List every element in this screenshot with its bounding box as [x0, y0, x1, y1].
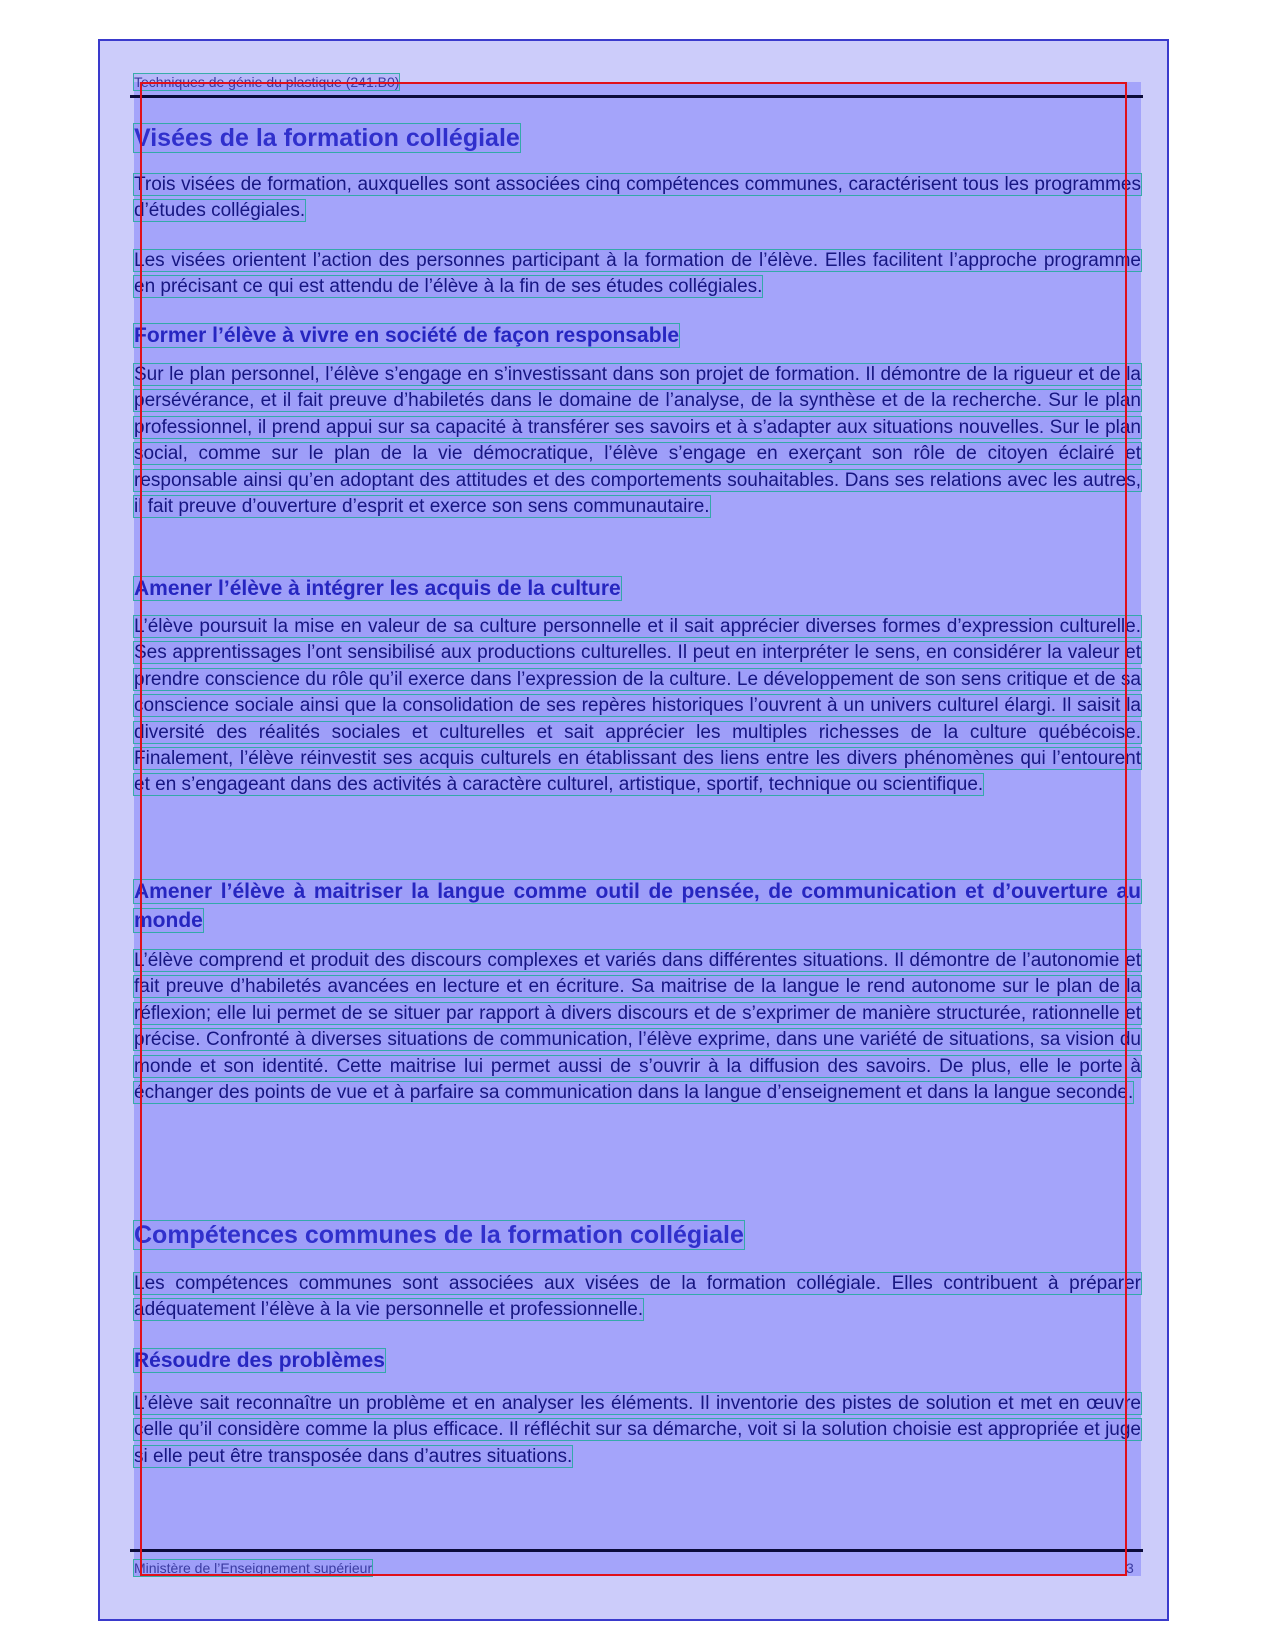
footer-publisher: Ministère de l’Enseignement supérieur	[134, 1560, 373, 1576]
section-title-visees: Visées de la formation collégiale	[134, 124, 520, 152]
subsection-text-former: Sur le plan personnel, l’élève s’engage en s’investissant dans son projet de formation. Il démontre de la rigueur et de la persévérance, et il fait preuve d’habiletés dans le domaine de l’analyse, de la synthèse et de la recherche. Sur le plan professionnel, il prend appui sur sa capacité à transférer ses savoirs et à s’adapter aux situations nouvelles. Sur le plan social, comme sur le plan de la vie démocratique, l’élève s’engage en exerçant son rôle de citoyen éclairé et responsable ainsi qu’en adoptant des attitudes et des comportements souhaitables. Dans ses relations avec les autres, il fait preuve d’ouverture d’esprit et exerce son sens communautaire.	[134, 364, 1141, 518]
header-rule	[130, 95, 1143, 98]
subsection-text-resoudre: L’élève sait reconnaître un problème et en analyser les éléments. Il inventorie des pistes de solution et met en œuvre celle qu’il considère comme la plus efficace. Il réfléchit sur sa démarche, voit si la solution choisie est appropriée et juge si elle peut être transposée dans d’autres situations.	[134, 1393, 1141, 1467]
running-header: Techniques de génie du plastique (241.B0)	[134, 74, 400, 90]
footer-rule	[130, 1549, 1143, 1552]
subsection-title-culture: Amener l’élève à intégrer les acquis de la culture	[134, 577, 621, 600]
subsection-title-former: Former l’élève à vivre en société de façon responsable	[134, 324, 680, 347]
intro-paragraph-1: Trois visées de formation, auxquelles sont associées cinq compétences communes, caractérisent tous les programmes d’études collégiales.	[134, 174, 1141, 222]
page-number: 3	[1126, 1560, 1134, 1576]
competences-intro: Les compétences communes sont associées aux visées de la formation collégiale. Elles contribuent à préparer adéquatement l’élève à la vie personnelle et professionnelle.	[134, 1273, 1141, 1321]
subsection-text-culture: L’élève poursuit la mise en valeur de sa culture personnelle et il sait apprécier diverses formes d’expression culturelle. Ses apprentissages l’ont sensibilisé aux productions culturelles. Il peut en interpréter le sens, en considérer la valeur et prendre conscience du rôle qu’il exerce dans l’expression de la culture. Le développement de son sens critique et de sa conscience sociale ainsi que la consolidation de ses repères historiques l’ouvrent à un univers culturel élargi. Il saisit la diversité des réalités sociales et culturelles et sait apprécier les multiples richesses de la culture québécoise. Finalement, l’élève réinvestit ses acquis culturels en établissant des liens entre les divers phénomènes qui l’entourent et en s’engageant dans des activités à caractère culturel, artistique, sportif, technique ou scientifique.	[134, 616, 1141, 796]
subsection-title-langue: Amener l’élève à maitriser la langue comme outil de pensée, de communication et d’ouverture au monde	[134, 880, 1141, 932]
intro-paragraph-2: Les visées orientent l’action des personnes participant à la formation de l’élève. Elles facilitent l’approche programme en précisant ce qui est attendu de l’élève à la fin de ses études collégiales.	[134, 250, 1141, 298]
subsection-title-resoudre: Résoudre des problèmes	[134, 1349, 385, 1372]
subsection-text-langue: L’élève comprend et produit des discours complexes et variés dans différentes situations. Il démontre de l’autonomie et fait preuve d’habiletés avancées en lecture et en écriture. Sa maitrise de la langue le rend autonome sur le plan de la réflexion; elle lui permet de se situer par rapport à divers discours et de s’exprimer de manière structurée, rationnelle et précise. Confronté à diverses situations de communication, l’élève exprime, dans une variété de situations, sa vision du monde et son identité. Cette maitrise lui permet aussi de s’ouvrir à la diffusion des savoirs. De plus, elle le porte à échanger des points de vue et à parfaire sa communication dans la langue d’enseignement et dans la langue seconde.	[134, 950, 1141, 1104]
section-title-competences: Compétences communes de la formation collégiale	[134, 1221, 744, 1249]
